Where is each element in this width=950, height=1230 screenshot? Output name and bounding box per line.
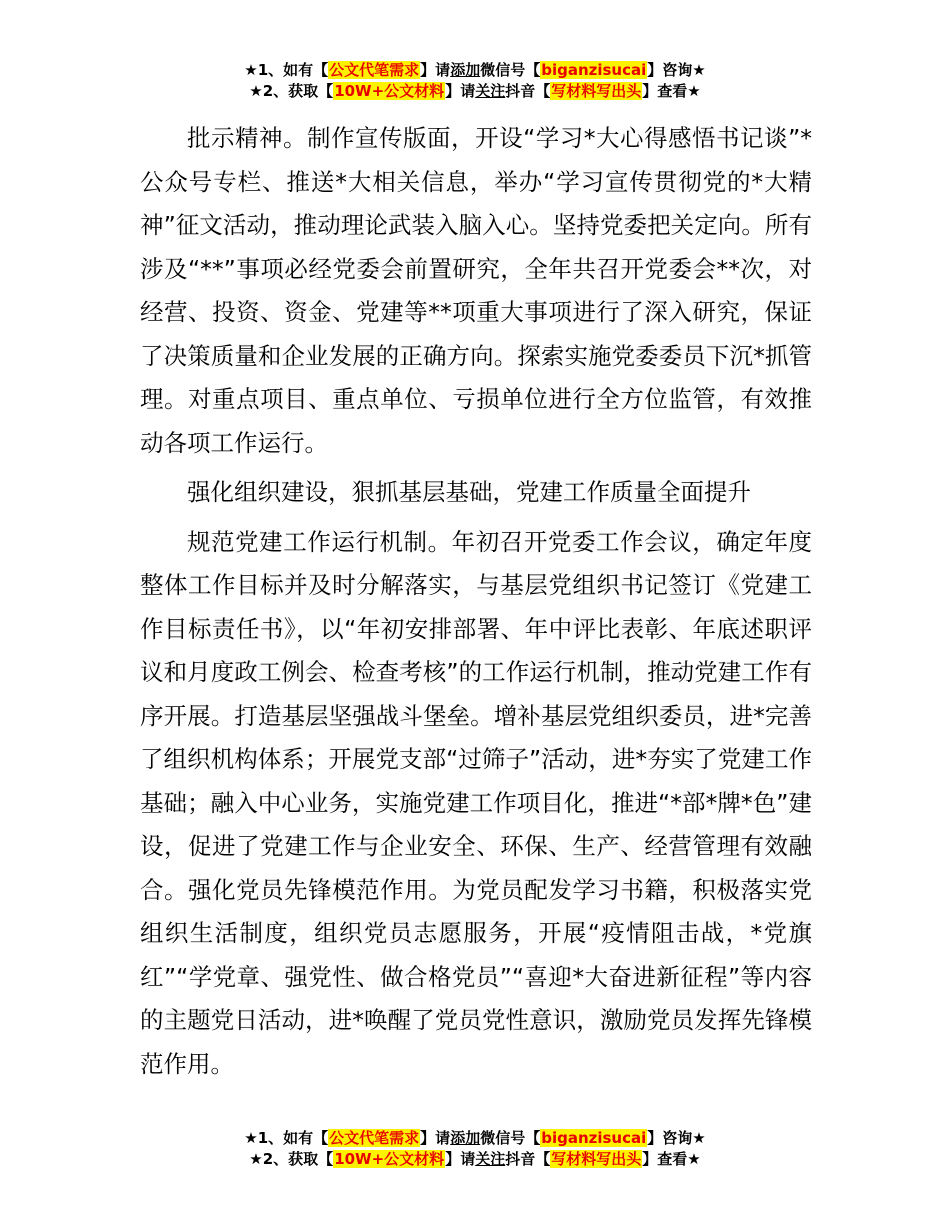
highlight-wechat-id: biganzisucai <box>541 1129 647 1147</box>
footer-banner <box>0 1128 950 1170</box>
banner-line-1: ★1、如有【公文代笔需求】请添加微信号【biganzisucai】咨询★ <box>244 1129 706 1147</box>
highlight-douyin-id: 写材料写出头 <box>551 1150 642 1168</box>
highlight-service: 公文代笔需求 <box>329 61 420 79</box>
highlight-wechat-id: biganzisucai <box>541 61 647 79</box>
section-heading: 强化组织建设，狠抓基层基础，党建工作质量全面提升 <box>187 478 751 506</box>
banner-line-2: ★2、获取【10W+公文材料】请关注抖音【写材料写出头】查看★ <box>249 82 701 100</box>
banner-line-1: ★1、如有【公文代笔需求】请添加微信号【biganzisucai】咨询★ <box>244 61 706 79</box>
header-banner <box>0 60 950 102</box>
document-body <box>140 117 812 1086</box>
highlight-service: 公文代笔需求 <box>329 1129 420 1147</box>
paragraph-2: 规范党建工作运行机制。年初召开党委工作会议，确定年度整体工作目标并及时分解落实，与基层党组织书记签订《党建工作目标责任书》，以“年初安排部署、年中评比表彰、年底述职评议和月度政工例会、检查考核”的工作运行机制，推动党建工作有序开展。打造基层坚强战斗堡垒。增补基层党组织委员，进*完善了组织机构体系；开展党支部“过筛子”活动，进*夯实了党建工作基础；融入中心业务，实施党建工作项目化，推进“*部*牌*色”建设，促进了党建工作与企业安全、环保、生产、经营管理有效融合。强化党员先锋模范作用。为党员配发学习书籍，积极落实党组织生活制度，组织党员志愿服务，开展“疫情阻击战，*党旗红”“学党章、强党性、做合格党员”“喜迎*大奋进新征程”等内容的主题党日活动，进*唤醒了党员党性意识，激励党员发挥先锋模范作用。 <box>140 527 812 1078</box>
highlight-materials: 10W+公文材料 <box>334 82 445 100</box>
highlight-materials: 10W+公文材料 <box>334 1150 445 1168</box>
paragraph-1: 批示精神。制作宣传版面，开设“学习*大心得感悟书记谈”*公众号专栏、推送*大相关信息，举办“学习宣传贯彻党的*大精神”征文活动，推动理论武装入脑入心。坚持党委把关定向。所有涉及“**”事项必经党委会前置研究，全年共召开党委会**次，对经营、投资、资金、党建等**项重大事项进行了深入研究，保证了决策质量和企业发展的正确方向。探索实施党委委员下沉*抓管理。对重点项目、重点单位、亏损单位进行全方位监管，有效推动各项工作运行。 <box>140 124 812 457</box>
banner-line-2: ★2、获取【10W+公文材料】请关注抖音【写材料写出头】查看★ <box>249 1150 701 1168</box>
highlight-douyin-id: 写材料写出头 <box>551 82 642 100</box>
